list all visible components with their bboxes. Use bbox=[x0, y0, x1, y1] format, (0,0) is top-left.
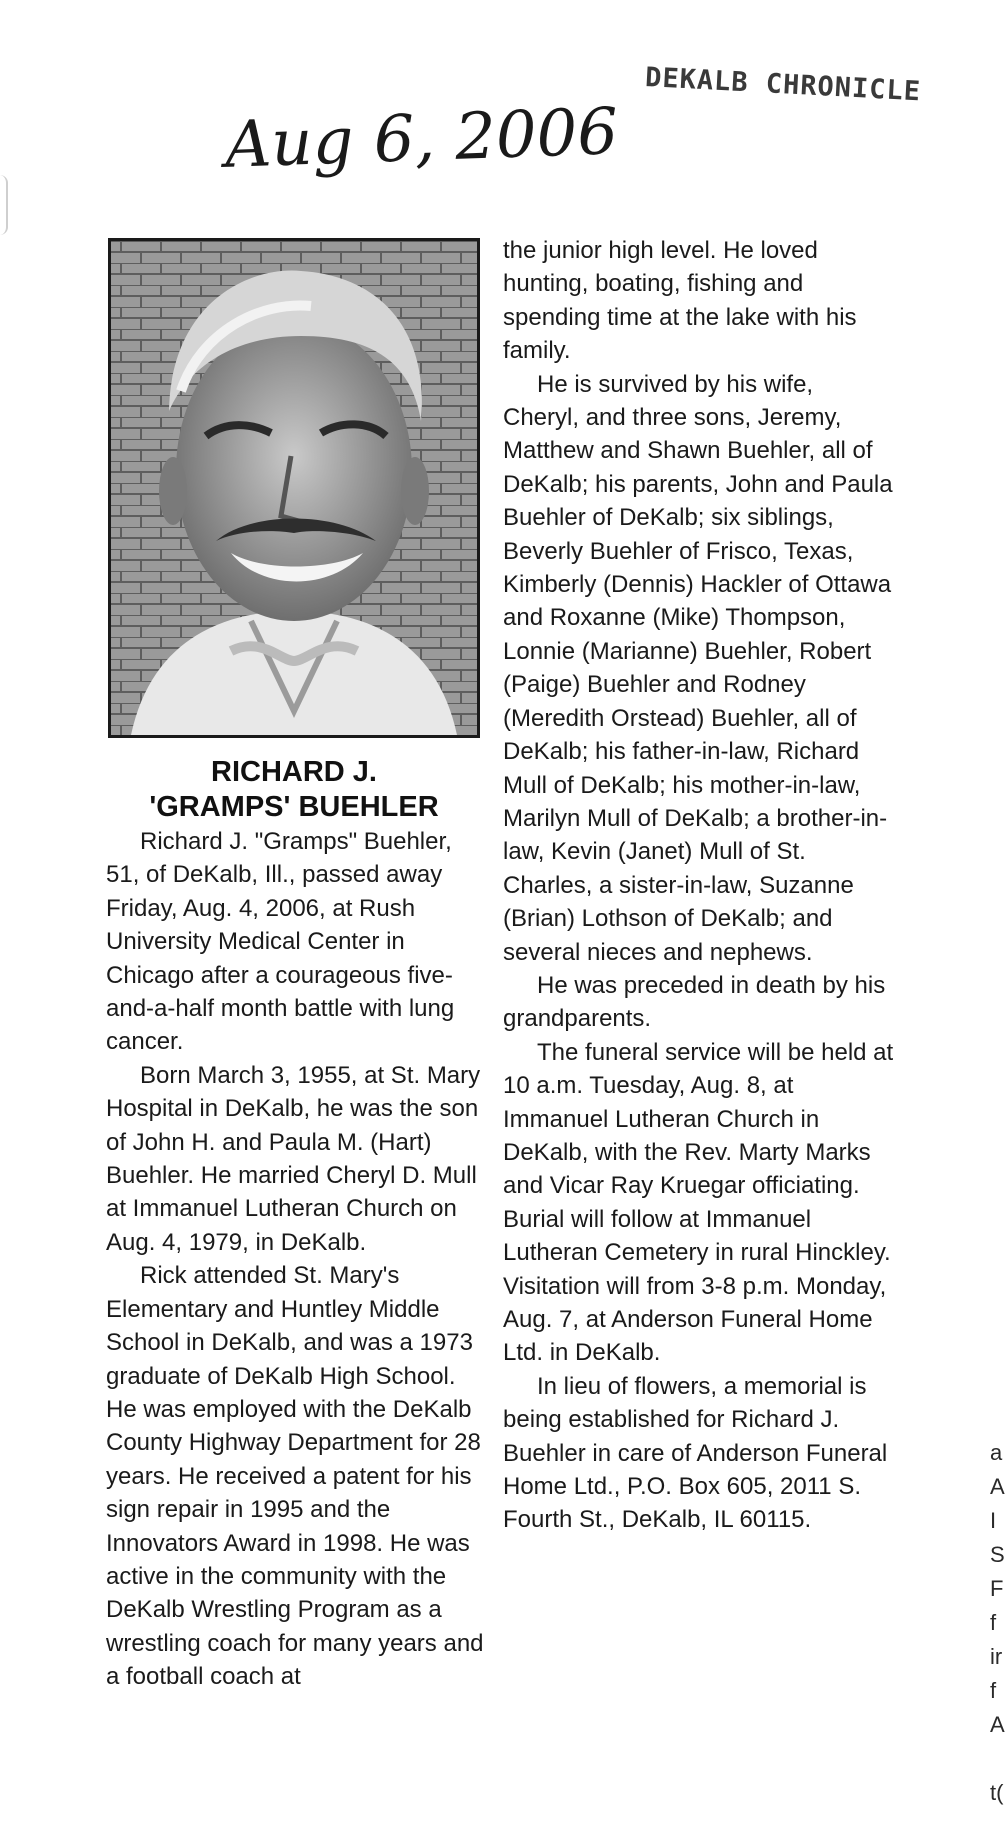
paragraph: Richard J. "Gramps" Buehler, 51, of DeKalb, Ill., passed away Friday, Aug. 4, 2006, at Rush University Medical Center in Chicago after a courageous five-and-a-half month battle with lung cancer. bbox=[106, 828, 455, 1056]
adjacent-column-fragment: a bbox=[990, 1440, 1003, 1465]
headline-name-line1: RICHARD J. bbox=[211, 756, 377, 788]
portrait-photo bbox=[108, 238, 480, 738]
newspaper-stamp: DEKALB CHRONICLE bbox=[644, 62, 922, 108]
paragraph: Born March 3, 1955, at St. Mary Hospital in DeKalb, he was the son of John H. and Paula M. (Hart) Buehler. He married Cheryl D. Mull at Immanuel Lutheran Church on Aug. 4, 1979, in DeKalb. bbox=[106, 1061, 481, 1256]
scan-edge-mark bbox=[0, 175, 8, 235]
paragraph: Rick attended St. Mary's Elementary and Huntley Middle School in DeKalb, and was a 1973 graduate of DeKalb High School. He was employed with the DeKalb County Highway Department for 28 years. He received a patent for his sign repair in 1995 and the Innovators Award in 1998. He was active in the community with the DeKalb Wrestling Program as a wrestling coach for many years and a football coach at bbox=[106, 1262, 484, 1691]
paragraph: He was preceded in death by his grandparents. bbox=[503, 971, 886, 1033]
paragraph: The funeral service will be held at 10 a.m. Tuesday, Aug. 8, at Immanuel Lutheran Church in DeKalb, with the Rev. Marty Marks and Vicar Ray Kruegar officiating. Burial will follow at Immanuel Lutheran Cemetery in rural Hinckley. Visitation will from 3-8 p.m. Monday, Aug. 7, at Anderson Funeral Home Ltd. in DeKalb. bbox=[503, 1038, 894, 1367]
headline-name-line2: 'GRAMPS' BUEHLER bbox=[149, 791, 439, 823]
obituary-headline bbox=[108, 755, 480, 825]
adjacent-column-fragment: A bbox=[990, 1712, 1005, 1737]
adjacent-column-fragment: I bbox=[990, 1508, 997, 1533]
paragraph: He is survived by his wife, Cheryl, and three sons, Jeremy, Matthew and Shawn Buehler, all of DeKalb; his parents, John and Paula Buehler of DeKalb; six siblings, Beverly Buehler of Frisco, Texas, Kimberly (Dennis) Hackler of Ottawa and Roxanne (Mike) Thompson, Lonnie (Marianne) Buehler, Robert (Paige) Buehler and Rodney (Meredith Orstead) Buehler, all of DeKalb; his father-in-law, Richard Mull of DeKalb; his mother-in-law, Marilyn Mull of DeKalb; a brother-in-law, Kevin (Janet) Mull of St. Charles, a sister-in-law, Suzanne (Brian) Lothson of DeKalb; and several nieces and nephews. bbox=[503, 370, 893, 966]
adjacent-column-fragment: f bbox=[990, 1678, 997, 1703]
adjacent-column-fragment: F bbox=[990, 1576, 1004, 1601]
adjacent-column-fragment: f bbox=[990, 1610, 997, 1635]
adjacent-column-fragment: A bbox=[990, 1474, 1005, 1499]
paragraph-continuation: the junior high level. He loved hunting, boating, fishing and spending time at the lake with his family. bbox=[503, 237, 857, 365]
adjacent-column-fragment: ir bbox=[990, 1644, 1003, 1669]
paragraph: In lieu of flowers, a memorial is being established for Richard J. Buehler in care of Anderson Funeral Home Ltd., P.O. Box 605, 2011 S. Fourth St., DeKalb, IL 60115. bbox=[503, 1372, 888, 1534]
obituary-column-2 bbox=[503, 234, 895, 1537]
portrait-icon bbox=[111, 241, 477, 735]
obituary-column-1 bbox=[106, 825, 491, 1694]
handwritten-date: Aug 6, 2006 bbox=[223, 95, 620, 183]
adjacent-column-fragment: t( bbox=[990, 1780, 1004, 1805]
adjacent-column-fragment: S bbox=[990, 1542, 1005, 1567]
